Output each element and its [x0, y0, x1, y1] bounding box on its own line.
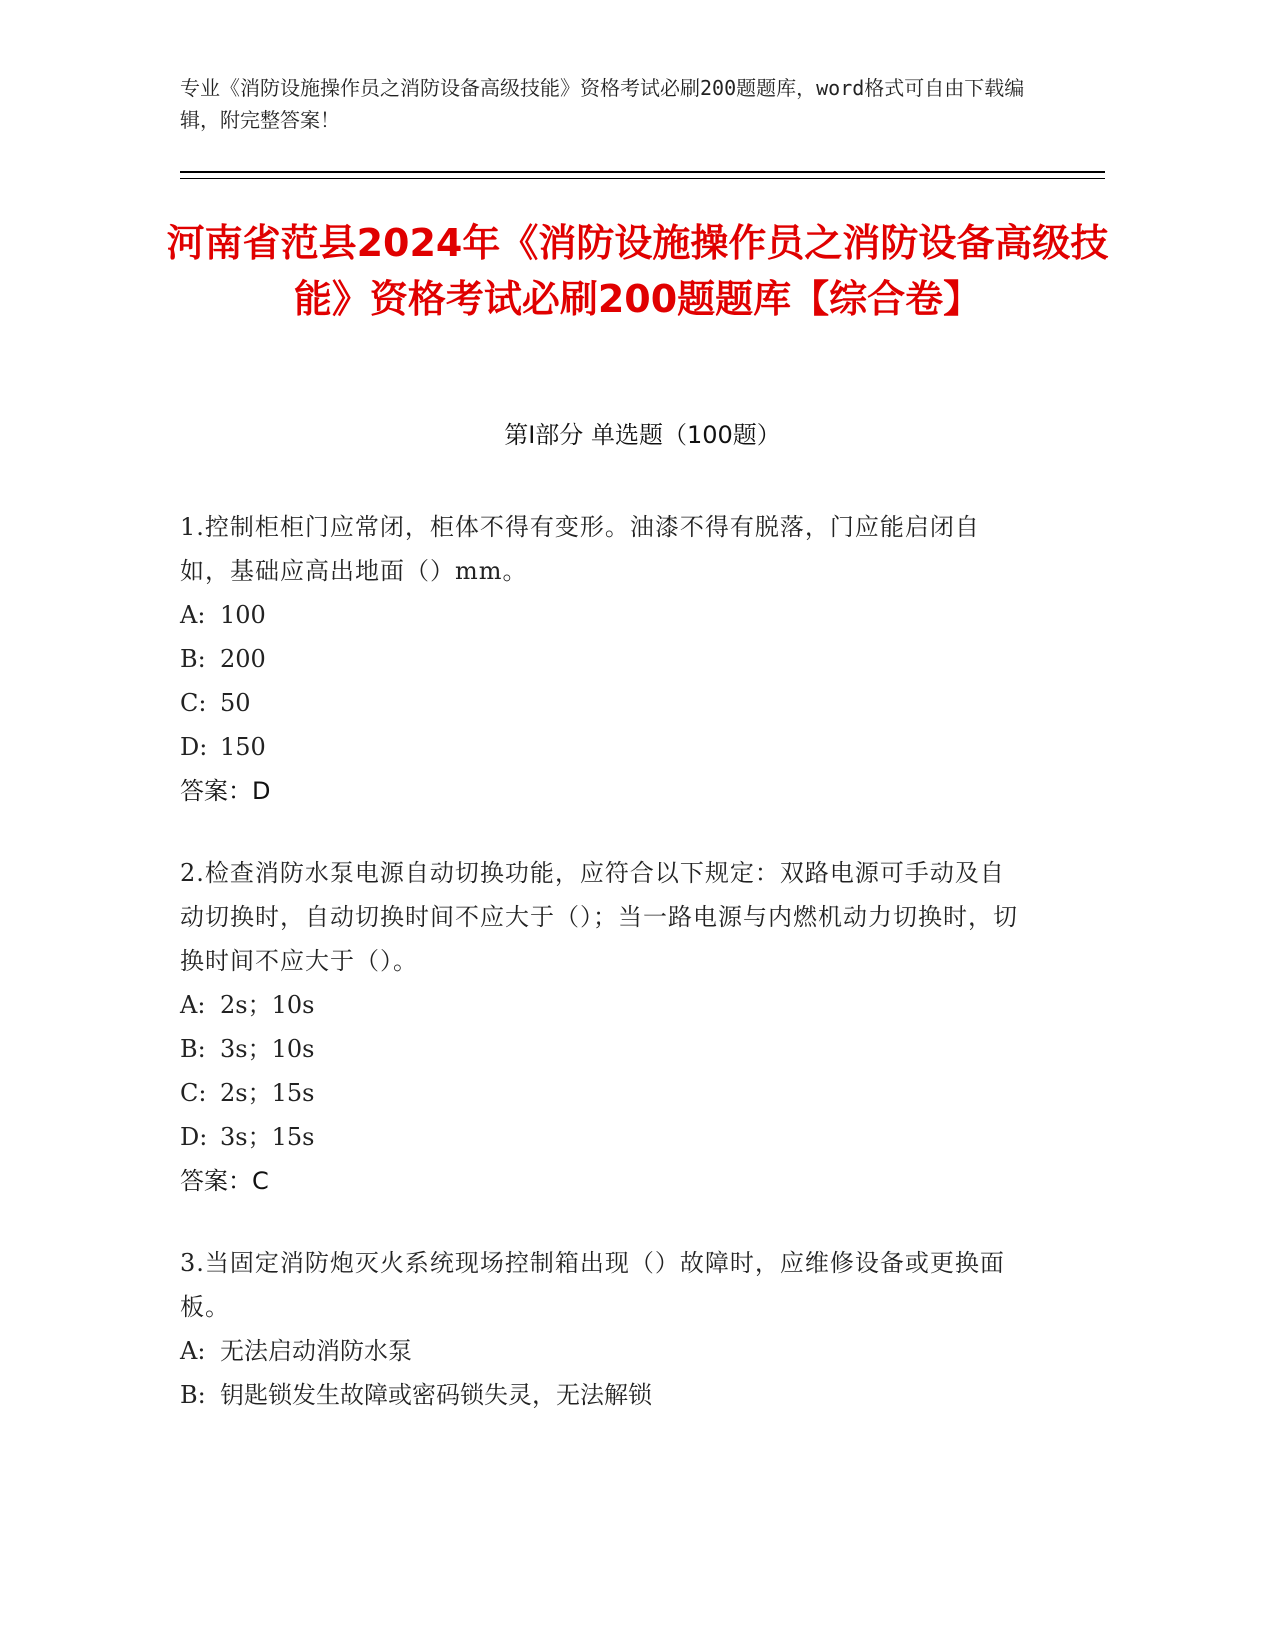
header-divider-thick — [180, 171, 1105, 173]
answer-option — [180, 1071, 1020, 1115]
answer-key: 答案：D — [180, 777, 271, 805]
option-text: 2s；10s — [220, 991, 315, 1019]
option-label: D: — [180, 733, 208, 761]
option-label: B: — [180, 645, 206, 673]
option-text: 50 — [220, 689, 251, 717]
question-item — [180, 1241, 1020, 1417]
option-label: A: — [180, 991, 206, 1019]
option-text: 钥匙锁发生故障或密码锁失灵，无法解锁 — [220, 1381, 652, 1409]
answer-option — [180, 1115, 1020, 1159]
option-label: D: — [180, 1123, 208, 1151]
option-label: B: — [180, 1381, 206, 1409]
option-text: 100 — [220, 601, 266, 629]
answer-key: 答案：C — [180, 1167, 269, 1195]
section-title: 第Ⅰ部分 单选题（100题） — [504, 421, 781, 449]
option-text: 3s；15s — [220, 1123, 315, 1151]
option-text: 3s；10s — [220, 1035, 315, 1063]
option-text: 无法启动消防水泵 — [220, 1337, 412, 1365]
answer-option — [180, 637, 1020, 681]
option-label: C: — [180, 689, 207, 717]
option-label: C: — [180, 1079, 207, 1107]
option-label: A: — [180, 601, 206, 629]
option-text: 2s；15s — [220, 1079, 315, 1107]
header-divider-thin — [180, 178, 1105, 179]
option-text: 200 — [220, 645, 266, 673]
question-list — [180, 505, 1020, 1455]
answer-option — [180, 983, 1020, 1027]
document-title: 河南省范县2024年《消防设施操作员之消防设备高级技能》资格考试必刷200题题库【综合卷】 — [166, 221, 1109, 321]
header-note: 专业《消防设施操作员之消防设备高级技能》资格考试必刷200题题库，word格式可自由下载编辑，附完整答案！ — [180, 76, 1025, 132]
answer-option — [180, 593, 1020, 637]
answer-option — [180, 1373, 1020, 1417]
question-item — [180, 505, 1020, 813]
option-label: A: — [180, 1337, 206, 1365]
option-text: 150 — [220, 733, 266, 761]
option-label: B: — [180, 1035, 206, 1063]
answer-option — [180, 725, 1020, 769]
answer-option — [180, 1329, 1020, 1373]
answer-option — [180, 1027, 1020, 1071]
question-stem: 2.检查消防水泵电源自动切换功能，应符合以下规定：双路电源可手动及自动切换时，自动切换时间不应大于（）；当一路电源与内燃机动力切换时，切换时间不应大于（）。 — [180, 859, 1018, 975]
question-stem: 3.当固定消防炮灭火系统现场控制箱出现（）故障时，应维修设备或更换面板。 — [180, 1249, 1005, 1321]
question-stem: 1.控制柜柜门应常闭，柜体不得有变形。油漆不得有脱落，门应能启闭自如，基础应高出地面（）mm。 — [180, 513, 980, 585]
answer-option — [180, 681, 1020, 725]
question-item — [180, 851, 1020, 1203]
